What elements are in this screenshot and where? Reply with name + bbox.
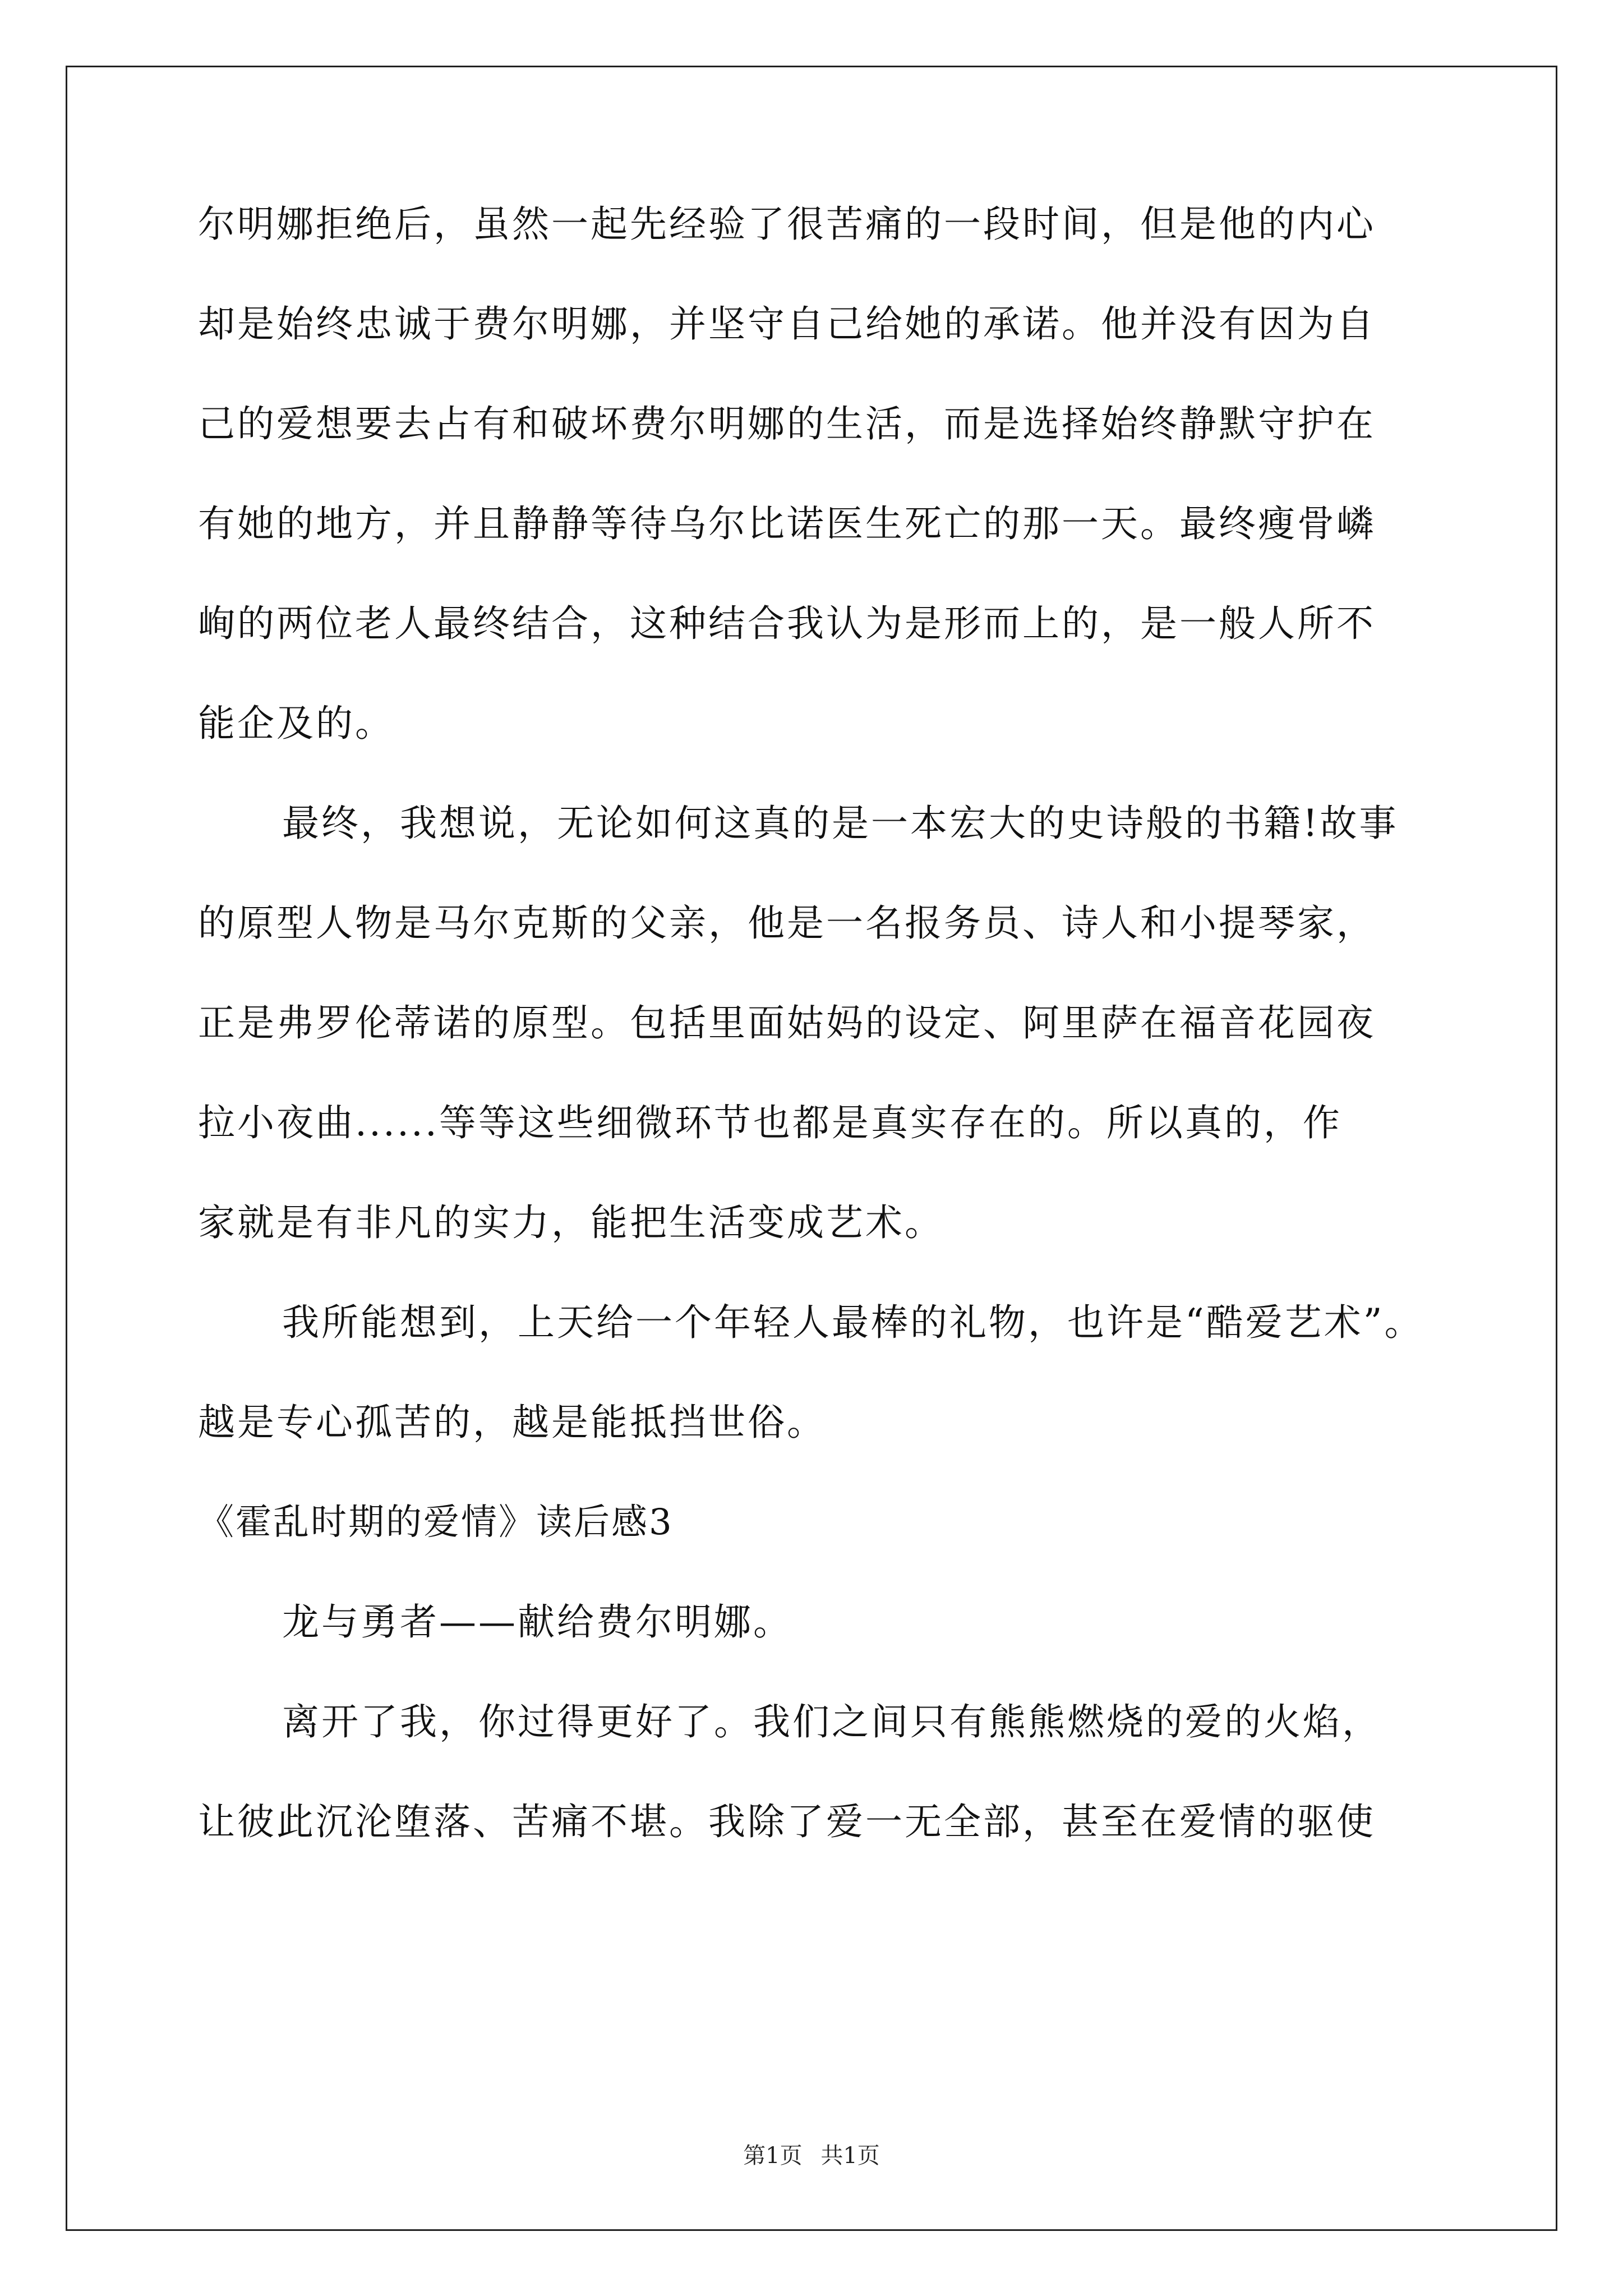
body-line-11: 家就是有非凡的实力，能把生活变成艺术。 bbox=[198, 1201, 944, 1244]
body-line-13: 越是专心孤苦的，越是能抵挡世俗。 bbox=[198, 1401, 826, 1444]
body-line-17: 让彼此沉沦堕落、苦痛不堪。我除了爱一无全部，甚至在爱情的驱使 bbox=[198, 1800, 1376, 1843]
page-border bbox=[66, 66, 1557, 2231]
body-line-9: 正是弗罗伦蒂诺的原型。包括里面姑妈的设定、阿里萨在福音花园夜 bbox=[198, 1001, 1376, 1045]
body-line-10: 拉小夜曲......等等这些细微环节也都是真实存在的。所以真的，作 bbox=[198, 1101, 1342, 1144]
paragraph-start-line-12: 我所能想到，上天给一个年轻人最棒的礼物，也许是“酷爱艺术”。 bbox=[282, 1301, 1424, 1344]
page-footer bbox=[0, 2142, 1623, 2170]
page-number: 第1页 bbox=[743, 2143, 803, 2169]
paragraph-start-line-16: 离开了我，你过得更好了。我们之间只有熊熊燃烧的爱的火焰， bbox=[282, 1700, 1381, 1743]
total-pages: 共1页 bbox=[820, 2143, 880, 2169]
body-line-1: 尔明娜拒绝后，虽然一起先经验了很苦痛的一段时间，但是他的内心 bbox=[198, 203, 1376, 246]
section-subtitle: 龙与勇者——献给费尔明娜。 bbox=[282, 1600, 792, 1644]
section-heading: 《霍乱时期的爱情》读后感3 bbox=[198, 1502, 674, 1543]
body-line-5: 峋的两位老人最终结合，这种结合我认为是形而上的，是一般人所不 bbox=[198, 602, 1376, 645]
body-line-6: 能企及的。 bbox=[198, 702, 394, 745]
body-line-8: 的原型人物是马尔克斯的父亲，他是一名报务员、诗人和小提琴家， bbox=[198, 901, 1376, 945]
body-line-2: 却是始终忠诚于费尔明娜，并坚守自己给她的承诺。他并没有因为自 bbox=[198, 302, 1376, 346]
body-line-3: 己的爱想要去占有和破坏费尔明娜的生活，而是选择始终静默守护在 bbox=[198, 402, 1376, 445]
body-line-4: 有她的地方，并且静静等待乌尔比诺医生死亡的那一天。最终瘦骨嶙 bbox=[198, 502, 1376, 545]
paragraph-start-line-7: 最终，我想说，无论如何这真的是一本宏大的史诗般的书籍!故事 bbox=[282, 802, 1399, 845]
